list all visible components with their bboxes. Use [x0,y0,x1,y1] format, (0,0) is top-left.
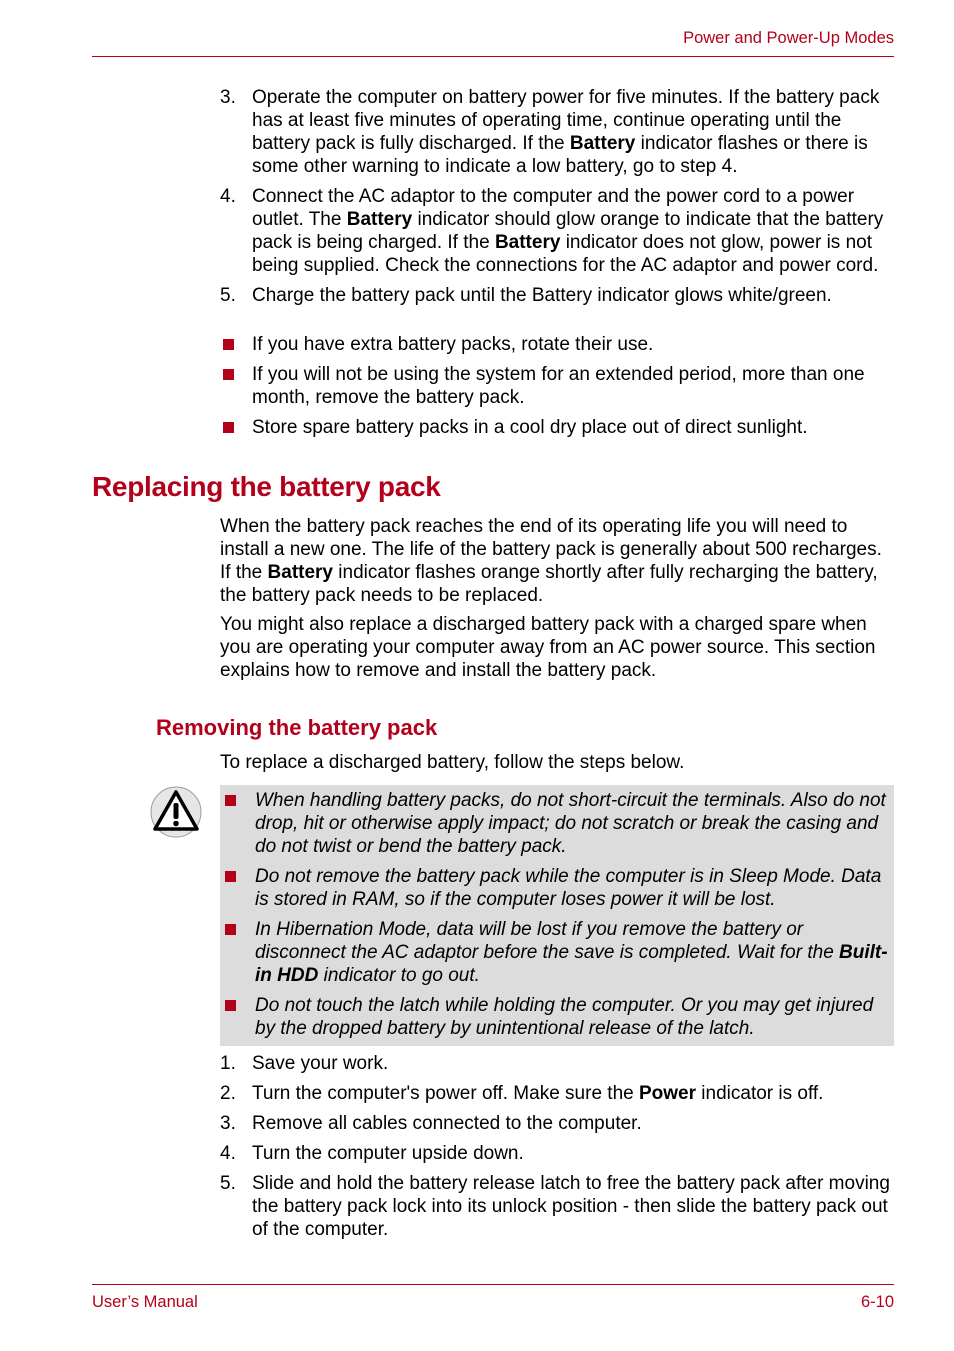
square-bullet-icon [223,339,234,350]
removal-step [220,1142,894,1165]
bold-term: Power [638,1083,697,1104]
text-run: You might also replace a discharged battery pack with a charged spare when you are operating your computer away from an AC power source. This section explains how to remove and install the battery pack. [220,614,876,681]
text-run: Turn the computer's power off. Make sure the [252,1083,639,1104]
warning-list [220,789,894,1047]
bold-term: Battery [267,562,334,583]
step-number: 3. [220,87,236,108]
square-bullet-icon [225,871,236,882]
removal-step [220,1112,894,1135]
text-run: Operate the computer on battery power for five minutes. If the battery pack has at least five minutes of operating time, continue operating until the battery pack is fully discharged. If the [252,87,880,154]
text-run: Do not touch the latch while holding the computer. Or you may get injured by the dropped battery by unintentional release of the latch. [255,995,874,1039]
numbered-step [220,86,894,178]
text-run: indicator should glow orange to indicate that the battery pack is being charged. If the [252,209,884,253]
text-run: Connect the AC adaptor to the computer and the power cord to a power outlet. The [252,186,855,230]
text-run: indicator is off. [696,1083,824,1104]
footer-rule [92,1284,894,1285]
removal-steps-list [220,1052,894,1248]
warning-item [220,918,894,987]
square-bullet-icon [223,422,234,433]
bullet-item [220,363,894,409]
tips-bullet-list [220,333,894,446]
warning-item [220,789,894,858]
numbered-step [220,185,894,277]
body-paragraph [220,613,894,682]
text-run: Slide and hold the battery release latch to free the battery pack after moving the battery pack lock into its unlock position - then slide the battery pack out of the computer. [252,1173,890,1240]
step-number: 5. [220,285,236,306]
square-bullet-icon [223,369,234,380]
text-run: indicator flashes or there is some other warning to indicate a low battery, go to step 4. [252,133,868,177]
square-bullet-icon [225,795,236,806]
text-run: Save your work. [252,1053,389,1074]
step-number: 1. [220,1053,236,1074]
footer-manual-title: User’s Manual [92,1293,198,1311]
bullet-item [220,333,894,356]
text-run: Do not remove the battery pack while the computer is in Sleep Mode. Data is stored in RAM, so if the computer loses power it will be lost. [255,866,882,910]
text-run: In Hibernation Mode, data will be lost if you remove the battery or disconnect the AC adaptor before the save is completed. Wait for the [255,919,840,963]
running-header: Power and Power-Up Modes [683,29,894,47]
warning-item [220,994,894,1040]
subsection-intro: To replace a discharged battery, follow the steps below. [220,752,685,773]
warning-item [220,865,894,911]
step-number: 2. [220,1083,236,1104]
page-number: 6-10 [860,1293,894,1311]
bold-term: Built-in HDD [255,942,888,986]
bold-term: Battery [494,232,561,253]
bullet-text: Store spare battery packs in a cool dry place out of direct sunlight. [252,417,808,438]
text-run: Turn the computer upside down. [252,1143,524,1164]
bullet-item [220,416,894,439]
bold-term: Battery [346,209,413,230]
removal-step [220,1172,894,1241]
bullet-text: If you will not be using the system for an extended period, more than one month, remove the battery pack. [252,364,865,408]
text-run: When the battery pack reaches the end of its operating life you will need to install a new one. The life of the battery pack is generally about 500 recharges. If the [220,516,882,583]
section-body [220,515,894,688]
text-run: indicator does not glow, power is not being supplied. Check the connections for the AC adaptor and power cord. [252,232,879,276]
square-bullet-icon [225,1000,236,1011]
step-number: 5. [220,1173,236,1194]
top-numbered-list [220,86,894,314]
caution-triangle-icon [150,786,202,838]
numbered-step [220,284,894,307]
header-rule [92,56,894,57]
text-run: When handling battery packs, do not short-circuit the terminals. Also do not drop, hit or otherwise apply impact; do not scratch or break the casing and do not twist or bend the battery pack. [255,790,886,857]
square-bullet-icon [225,924,236,935]
text-run: Remove all cables connected to the computer. [252,1113,642,1134]
step-number: 4. [220,1143,236,1164]
bullet-text: If you have extra battery packs, rotate their use. [252,334,654,355]
warning-box [220,785,894,1046]
section-heading: Replacing the battery pack [92,471,441,502]
step-number: 3. [220,1113,236,1134]
bold-term: Battery [569,133,636,154]
text-run: Charge the battery pack until the Battery indicator glows white/green. [252,285,832,306]
text-run: indicator to go out. [318,965,480,986]
removal-step [220,1052,894,1075]
text-run: indicator flashes orange shortly after fully recharging the battery, the battery pack needs to be replaced. [220,562,878,606]
body-paragraph [220,515,894,607]
removal-step [220,1082,894,1105]
subsection-heading: Removing the battery pack [156,715,438,740]
step-number: 4. [220,186,236,207]
